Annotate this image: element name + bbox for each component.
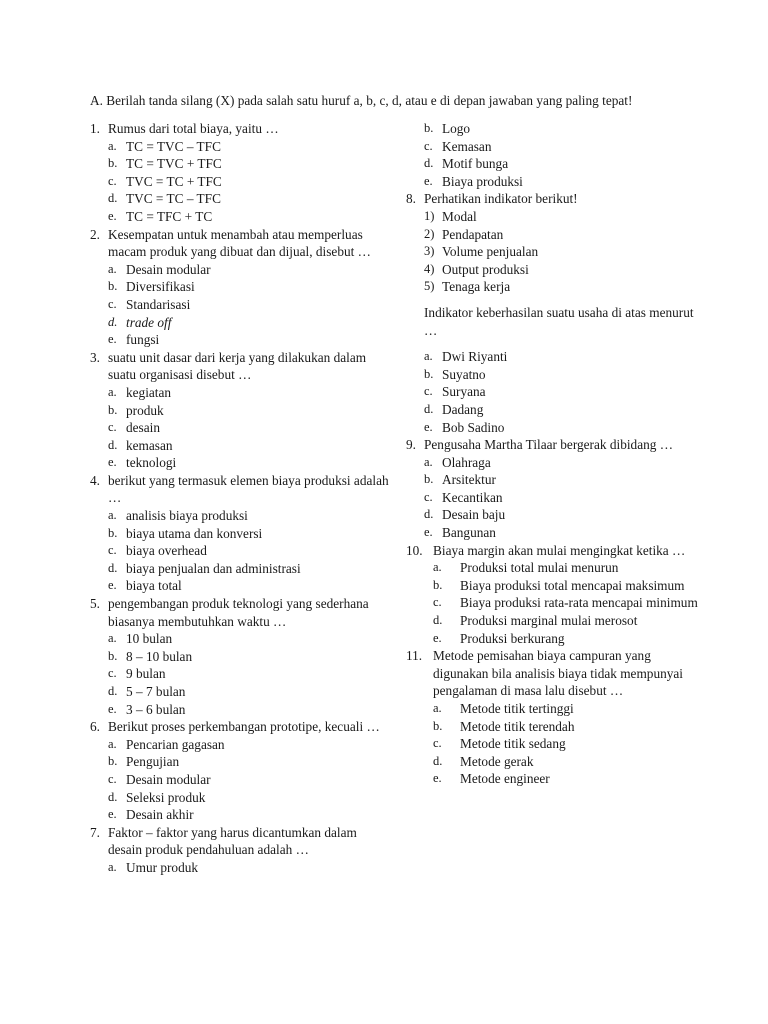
option-letter: a. [108,631,117,646]
option-text: 10 bulan [126,631,173,647]
option-text: biaya total [126,578,182,594]
question-text: pengembangan produk teknologi yang sederhana biasanya membutuhkan waktu … [108,596,369,629]
question-4 [90,472,390,507]
option-2a [90,261,390,279]
option-text: kegiatan [126,384,172,400]
indicator-text: Modal [442,208,477,224]
option-letter: d. [108,560,118,575]
option-3e [90,454,390,472]
option-letter: e. [424,173,433,188]
option-text: 8 – 10 bulan [126,648,193,664]
option-letter: b. [424,366,434,381]
question-8-stem: Indikator keberhasilan suatu usaha di atas menurut … [424,304,694,338]
option-letter: e. [424,525,433,540]
option-8b [406,366,706,384]
option-text: biaya utama dan konversi [126,525,263,541]
question-text: Rumus dari total biaya, yaitu … [108,121,279,136]
option-letter: b. [424,472,434,487]
option-letter: c. [108,771,117,786]
option-text: Desain modular [126,771,211,787]
option-letter: c. [433,595,442,610]
option-text: Desain akhir [126,807,194,823]
option-text: 5 – 7 bulan [126,684,186,699]
option-text: TC = TFC + TC [126,208,213,224]
option-text: produk [126,402,164,418]
option-7e [406,173,706,191]
option-text: Standarisasi [126,296,191,312]
option-letter: e. [108,807,117,822]
option-3d [90,437,390,455]
option-letter: e. [433,630,442,645]
indicator-number: 5) [424,279,435,294]
option-text: Biaya produksi [442,173,523,189]
option-9c [406,489,706,507]
option-10d [406,612,706,630]
option-letter: d. [424,507,434,522]
option-1d [90,190,390,208]
option-letter: d. [424,156,434,171]
option-letter: e. [108,455,117,470]
option-11c [406,735,706,753]
option-letter: c. [424,138,433,153]
option-text: analisis biaya produksi [126,508,248,524]
option-letter: a. [108,736,117,751]
option-5e [90,701,390,719]
option-text: Dadang [442,401,484,417]
indicator-text: Pendapatan [442,226,504,242]
option-letter: d. [108,314,118,329]
option-text: desain [126,420,160,436]
option-text: Logo [442,121,471,136]
option-3a [90,384,390,402]
question-number: 1. [90,121,100,136]
option-letter: c. [433,736,442,751]
option-text: Desain modular [126,261,211,277]
indicator-text: Volume penjualan [442,244,539,260]
option-letter: c. [108,420,117,435]
option-5c [90,665,390,683]
option-letter: c. [108,666,117,681]
option-letter: d. [108,684,118,698]
option-text: TC = TVC – TFC [126,138,221,154]
option-text: Bob Sadino [442,419,505,435]
option-6d [90,789,390,807]
option-text: Seleksi produk [126,789,206,805]
option-10b [406,577,706,595]
option-3b [90,402,390,420]
indicator-3 [406,243,706,261]
option-7b [406,120,706,138]
option-1c [90,173,390,191]
option-letter: a. [424,349,433,364]
question-text: Biaya margin akan mulai mengingkat ketika … [433,542,686,558]
option-4a [90,507,390,525]
option-text: Metode titik sedang [460,736,566,752]
option-text: TC = TVC + TFC [126,156,222,172]
option-letter: d. [108,789,118,804]
option-letter: c. [108,173,117,188]
option-9b [406,471,706,489]
option-text: Metode titik terendah [460,718,575,734]
option-letter: a. [108,138,117,153]
indicator-text: Tenaga kerja [442,279,511,295]
option-7a [90,859,390,877]
option-5b [90,648,390,666]
option-8a [406,348,706,366]
question-5 [90,595,390,630]
question-number: 8. [406,191,416,207]
option-11a [406,700,706,718]
indicator-number: 1) [424,208,435,223]
option-text: Metode engineer [460,771,550,787]
option-11e [406,770,706,788]
option-10e [406,630,706,648]
option-text: Diversifikasi [126,279,195,295]
option-11d [406,753,706,771]
question-8 [406,190,706,208]
option-4c [90,542,390,560]
option-text: Desain baju [442,507,506,523]
option-letter: c. [424,384,433,399]
option-2e [90,331,390,349]
option-letter: a. [108,384,117,399]
option-2c [90,296,390,314]
option-text: Biaya produksi rata-rata mencapai minimum [460,595,698,611]
option-letter: c. [108,296,117,311]
indicator-5 [406,278,706,296]
option-2b [90,278,390,296]
option-letter: b. [108,648,118,663]
option-text: Produksi marginal mulai merosot [460,613,638,629]
option-text: kemasan [126,437,173,453]
option-5d [90,683,390,701]
indicator-4 [406,261,706,279]
option-letter: d. [424,401,434,416]
option-text: TVC = TC – TFC [126,191,221,207]
option-10c [406,594,706,612]
option-8e [406,419,706,437]
question-1 [90,120,390,138]
question-7 [90,824,390,859]
question-3 [90,349,390,384]
indicator-2 [406,226,706,244]
option-11b [406,718,706,736]
question-6 [90,718,390,736]
option-letter: a. [433,560,442,575]
question-2 [90,226,390,261]
question-text: Faktor – faktor yang harus dicantumkan dalam desain produk pendahuluan adalah … [108,824,357,858]
option-text: 3 – 6 bulan [126,701,186,717]
question-number: 7. [90,824,100,840]
indicator-number: 3) [424,244,435,259]
question-number: 5. [90,596,100,612]
option-text: Kemasan [442,138,492,154]
option-6e [90,806,390,824]
option-9e [406,524,706,542]
question-number: 6. [90,719,100,735]
option-text: 9 bulan [126,666,166,682]
question-text: Kesempatan untuk menambah atau memperluas macam produk yang dibuat dan dijual, disebut … [108,226,371,260]
option-text: Umur produk [126,859,199,875]
option-text: Kecantikan [442,489,503,505]
option-letter: e. [433,771,442,786]
option-4d [90,560,390,578]
option-8d [406,401,706,419]
option-letter: b. [108,156,118,171]
option-letter: e. [108,332,117,347]
option-text: teknologi [126,455,177,471]
option-6a [90,736,390,754]
question-number: 11. [406,648,423,664]
option-text: trade off [126,314,172,330]
right-column [406,120,706,788]
option-text: biaya overhead [126,543,207,559]
option-text: Bangunan [442,525,496,541]
option-letter: b. [424,121,434,135]
option-2d [90,314,390,332]
option-text: Biaya produksi total mencapai maksimum [460,577,685,593]
option-letter: d. [433,613,443,628]
option-7c [406,138,706,156]
option-letter: d. [433,753,443,768]
indicator-text: Output produksi [442,261,529,277]
indicator-number: 4) [424,261,435,276]
option-letter: b. [108,525,118,540]
option-letter: b. [433,577,443,592]
option-letter: a. [433,701,442,715]
option-text: TVC = TC + TFC [126,173,222,189]
option-text: Dwi Riyanti [442,349,508,365]
option-letter: a. [108,859,117,874]
question-number: 10. [406,542,423,558]
question-11 [406,647,706,700]
instruction-text: A. Berilah tanda silang (X) pada salah satu huruf a, b, c, d, atau e di depan jawaban yang paling tepat! [90,93,633,108]
left-column [90,120,390,877]
option-10a [406,559,706,577]
option-text: Suryana [442,384,486,400]
option-9a [406,454,706,472]
option-6c [90,771,390,789]
question-text: suatu unit dasar dari kerja yang dilakukan dalam suatu organisasi disebut … [108,349,367,383]
question-text: berikut yang termasuk elemen biaya produksi adalah … [108,472,389,506]
option-4b [90,525,390,543]
option-letter: e. [108,578,117,593]
option-letter: c. [108,543,117,558]
option-text: fungsi [126,332,160,348]
option-letter: a. [108,508,117,523]
question-text: Berikut proses perkembangan prototipe, kecuali … [108,719,380,735]
option-letter: e. [108,701,117,716]
option-letter: b. [433,718,443,733]
indicator-number: 2) [424,226,435,241]
option-text: Arsitektur [442,472,496,488]
option-text: Olahraga [442,454,491,470]
question-text: Perhatikan indikator berikut! [424,191,578,207]
question-10 [406,542,706,560]
question-number: 3. [90,349,100,365]
question-number: 4. [90,472,100,488]
option-text: Motif bunga [442,156,509,172]
option-text: Suyatno [442,366,486,382]
indicator-1 [406,208,706,226]
option-text: biaya penjualan dan administrasi [126,560,301,576]
option-9d [406,506,706,524]
option-text: Pengujian [126,754,180,770]
option-letter: b. [108,754,118,769]
question-text: Pengusaha Martha Tilaar bergerak dibidang … [424,437,674,453]
option-text: Metode titik tertinggi [460,701,574,716]
option-5a [90,630,390,648]
option-letter: b. [108,402,118,417]
option-text: Pencarian gagasan [126,736,225,752]
option-1a [90,138,390,156]
option-3c [90,419,390,437]
option-letter: d. [108,191,118,206]
option-text: Produksi berkurang [460,630,565,646]
question-9 [406,436,706,454]
option-7d [406,155,706,173]
option-letter: b. [108,279,118,294]
option-text: Metode gerak [460,753,534,769]
option-1b [90,155,390,173]
option-letter: e. [424,419,433,434]
option-6b [90,753,390,771]
option-1e [90,208,390,226]
question-number: 9. [406,437,416,453]
option-text: Produksi total mulai menurun [460,560,619,576]
option-letter: a. [108,261,117,276]
option-8c [406,383,706,401]
option-letter: a. [424,454,433,469]
question-number: 2. [90,226,100,242]
option-letter: d. [108,437,118,452]
option-4e [90,577,390,595]
option-letter: c. [424,489,433,504]
question-text: Metode pemisahan biaya campuran yang digunakan bila analisis biaya tidak mempunyai pengalaman di masa lalu disebut … [433,648,683,699]
option-letter: e. [108,208,117,223]
